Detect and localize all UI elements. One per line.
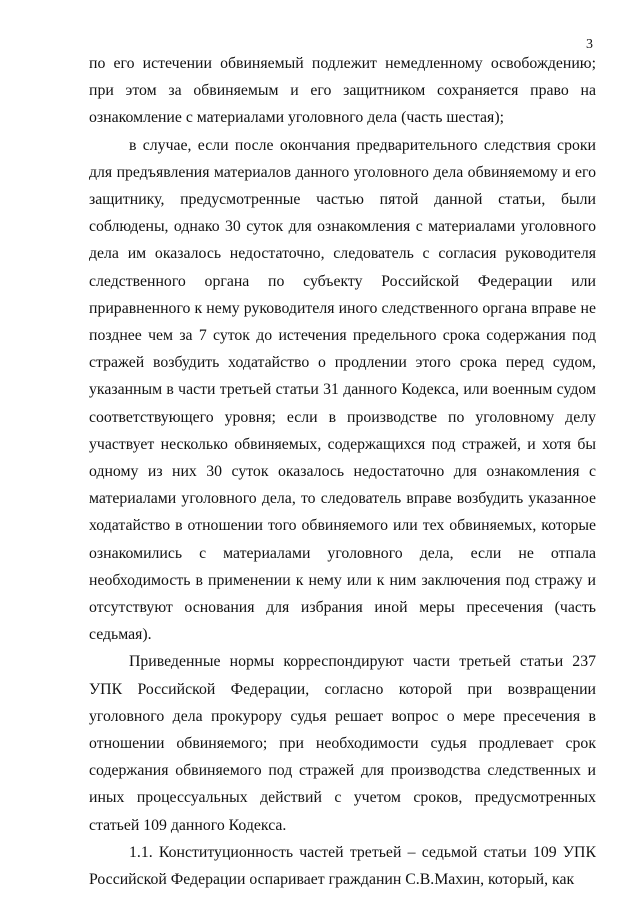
paragraph-article-237: Приведенные нормы корреспондируют части третьей статьи 237 УПК Российской Федерации, согласно которой при возвращении уголовного дела прокурору судья решает вопрос о мере пресечения в отношении обвиняемого; при необходимости судья продлевает срок содержания обвиняемого под стражей для производства следственных и иных процессуальных действий с учетом сроков, предусмотренных статьей 109 данного Кодекса. [89,653,596,834]
paragraph-continuation: по его истечении обвиняемый подлежит немедленному освобождению; при этом за обвиняемым и его защитником сохраняется право на ознакомление с материалами уголовного дела (часть шестая); [89,55,596,127]
page-number: 3 [586,37,593,52]
paragraph-part-seven: в случае, если после окончания предварительного следствия сроки для предъявления материалов данного уголовного дела обвиняемому и его защитнику, предусмотренные частью пятой данной статьи, были соблюдены, однако 30 суток для ознакомления с материалами уголовного дела им оказалось недостаточно, следователь с согласия руководителя следственного органа по субъекту Российской Федерации или приравненного к нему руководителя иного следственного органа вправе не позднее чем за 7 суток до истечения предельного срока содержания под стражей возбудить ходатайство о продлении этого срока перед судом, указанным в части третьей статьи 31 данного Кодекса, или военным судом соответствующего уровня; если в производстве по уголовному делу участвует несколько обвиняемых, содержащихся под стражей, и хотя бы одному из них 30 суток оказалось недостаточно для ознакомления с материалами уголовного дела, то следователь вправе возбудить указанное ходатайство в отношении того обвиняемого или тех обвиняемых, которые ознакомились с материалами уголовного дела, если не отпала необходимость в применении к нему или к ним заключения под стражу и отсутствуют основания для избрания иной меры пресечения (часть седьмая). [89,136,596,644]
document-body [89,50,596,893]
paragraph-section-1-1: 1.1. Конституционность частей третьей – седьмой статьи 109 УПК Российской Федерации оспаривает гражданин С.В.Махин, который, как [89,843,596,889]
